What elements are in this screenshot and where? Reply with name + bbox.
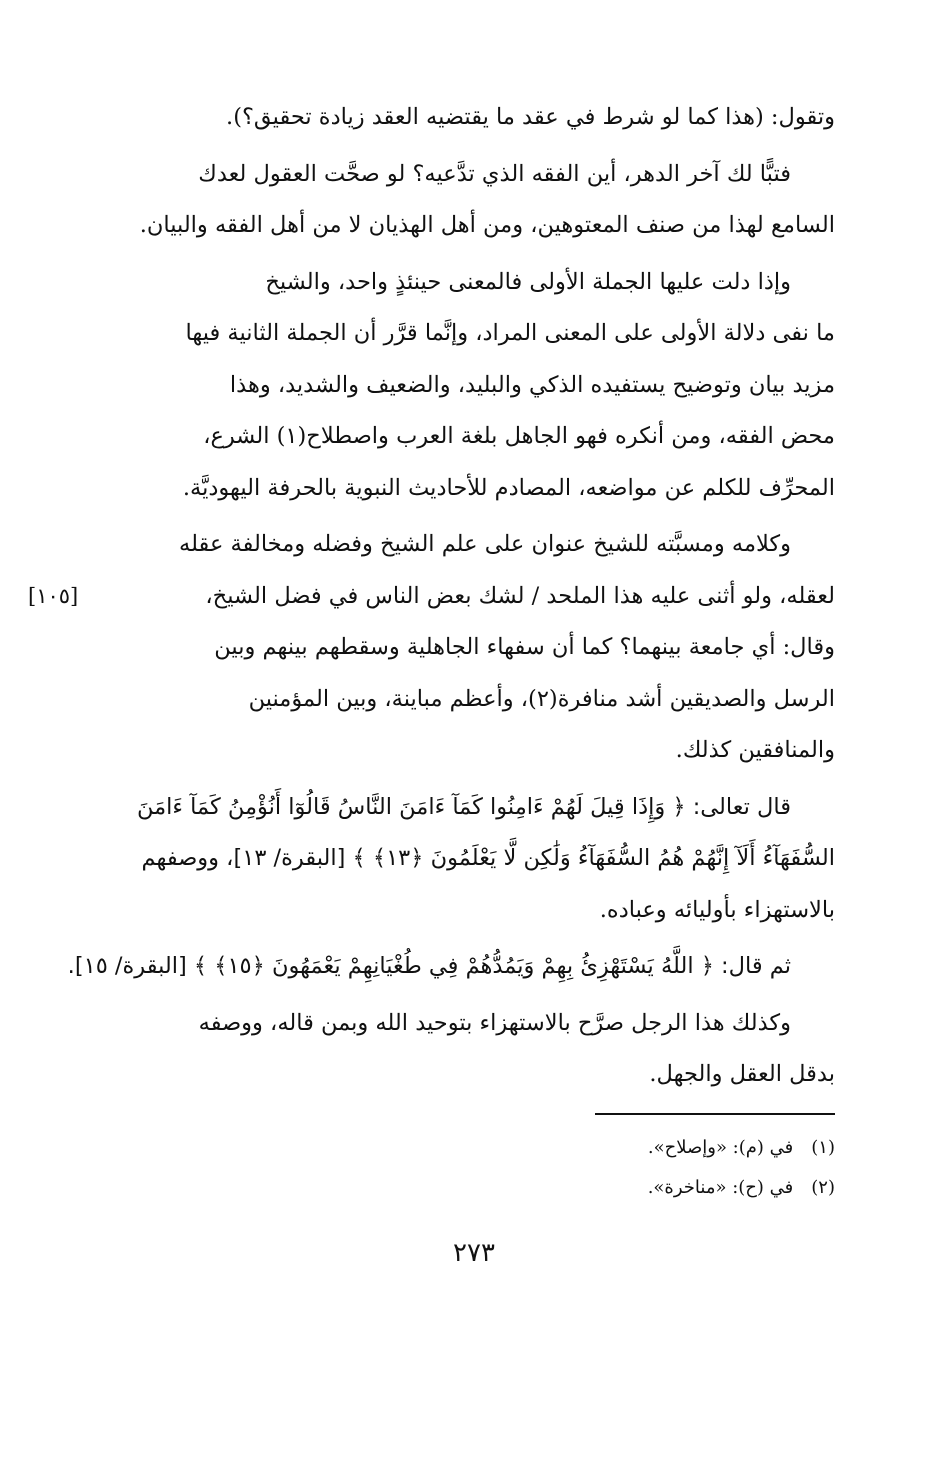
footnotes — [113, 1128, 835, 1208]
text-line: وكذلك هذا الرجل صرَّح بالاستهزاء بتوحيد الله وبمن قاله، ووصفه — [198, 1009, 791, 1036]
text-line: لعقله، ولو أثنى عليه هذا الملحد / لشك بعض الناس في فضل الشيخ، — [205, 582, 835, 609]
text-line: المحرِّف للكلم عن مواضعه، المصادم للأحاديث النبوية بالحرفة اليهوديَّة. — [182, 474, 835, 501]
footnote-divider — [595, 1113, 835, 1115]
paragraph-2 — [113, 149, 835, 252]
paragraph-3 — [113, 257, 835, 515]
text-line: بدقل العقل والجهل. — [649, 1061, 835, 1087]
text-line: وقال: أي جامعة بينهما؟ كما أن سفهاء الجاهلية وسقطهم بينهم وبين — [214, 634, 835, 660]
paragraph-4 — [113, 519, 835, 777]
text-line: الرسل والصديقين أشد منافرة(٢)، وأعظم مباينة، وبين المؤمنين — [248, 685, 835, 712]
footnote-1 — [113, 1128, 835, 1168]
main-text — [67, 92, 835, 1106]
text-line: بالاستهزاء بأوليائه وعباده. — [599, 896, 835, 923]
page-number: ٢٧٣ — [453, 1238, 495, 1268]
paragraph-5-quran-quote — [113, 782, 835, 937]
footnote-number: (٢) — [811, 1177, 835, 1198]
text-line: وإذا دلت عليها الجملة الأولى فالمعنى حينئذٍ واحد، والشيخ — [265, 268, 791, 295]
quran-verse-line: السُّفَهَآءُ أَلَآ إِنَّهُمْ هُمُ السُّفَهَآءُ وَلَٰكِن لَّا يَعْلَمُونَ ﴿١٣﴾ ﴾ [البقرة/ ١٣]، ووصفهم — [141, 845, 835, 871]
text-line: محض الفقه، ومن أنكره فهو الجاهل بلغة العرب واصطلاح(١) الشرع، — [203, 423, 835, 449]
manuscript-page-marker: [١٠٥] — [28, 584, 79, 608]
paragraph-1 — [113, 92, 835, 144]
text-line: السامع لهذا من صنف المعتوهين، ومن أهل الهذيان لا من أهل الفقه والبيان. — [139, 212, 835, 238]
quran-verse-line: قال تعالى: ﴿ وَإِذَا قِيلَ لَهُمْ ءَامِنُوا كَمَآ ءَامَنَ النَّاسُ قَالُوٓا أَنُؤْمِنُ كَمَآ ءَامَنَ — [136, 793, 791, 820]
footnote-text: في (ح): «مناخرة». — [647, 1177, 794, 1198]
text-line: مزيد بيان وتوضيح يستفيده الذكي والبليد، والضعيف والشديد، وهذا — [229, 371, 835, 398]
text-line: وتقول: (هذا كما لو شرط في عقد ما يقتضيه العقد زيادة تحقيق؟). — [226, 104, 835, 130]
text-line: ما نفى دلالة الأولى على المعنى المراد، وإنَّما قرَّر أن الجملة الثانية فيها — [185, 320, 835, 346]
paragraph-7 — [113, 998, 835, 1101]
text-line: وكلامه ومسبَّته للشيخ عنوان على علم الشيخ وفضله ومخالفة عقله — [179, 531, 791, 557]
footnote-text: في (م): «وإصلاح». — [647, 1137, 794, 1158]
footnote-number: (١) — [811, 1137, 835, 1158]
text-line: والمنافقين كذلك. — [675, 737, 835, 763]
text-line: فتبًّا لك آخر الدهر، أين الفقه الذي تدَّعيه؟ لو صحَّت العقول لعدك — [198, 160, 791, 187]
quran-verse-line: ثم قال: ﴿ اللَّهُ يَسْتَهْزِئُ بِهِمْ وَيَمُدُّهُمْ فِي طُغْيَانِهِمْ يَعْمَهُونَ ﴿١٥﴾ ﴾ [البقرة/ ١٥]. — [67, 953, 791, 979]
footnote-2 — [113, 1168, 835, 1208]
paragraph-6-quran-quote — [67, 941, 835, 993]
